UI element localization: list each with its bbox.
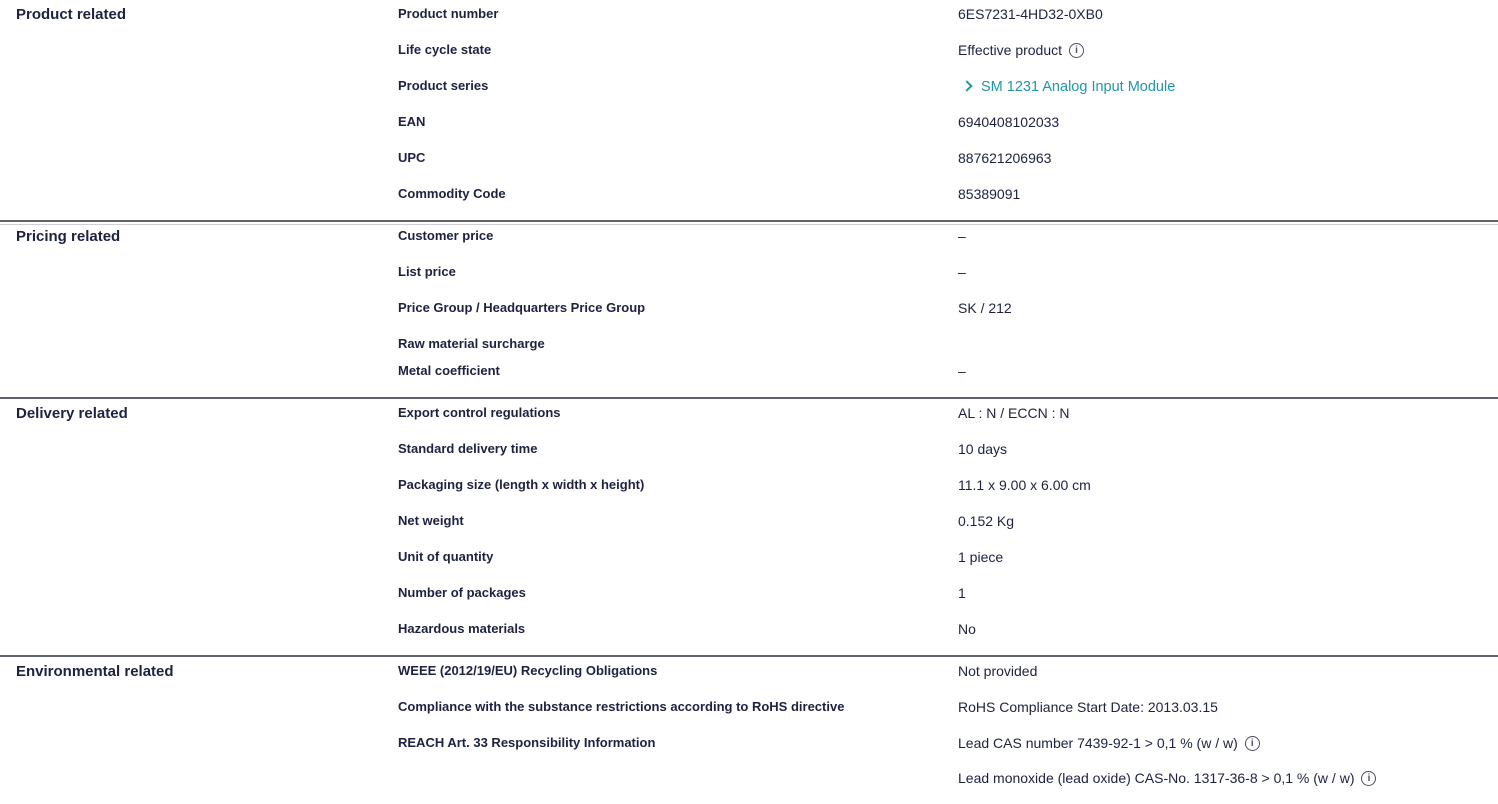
value-text: SK / 212 <box>958 300 1012 316</box>
table-row <box>398 148 1498 184</box>
row-value <box>958 403 1498 439</box>
table-row <box>398 697 1498 733</box>
table-row <box>398 547 1498 583</box>
row-label: Hazardous materials <box>398 621 526 636</box>
value-text: AL : N / ECCN : N <box>958 405 1070 421</box>
row-value <box>958 439 1498 475</box>
value-text: 11.1 x 9.00 x 6.00 cm <box>958 477 1091 493</box>
row-value <box>958 547 1498 583</box>
row-value <box>958 298 1498 334</box>
value-line <box>958 769 1498 804</box>
row-value <box>958 184 1498 220</box>
row-label: REACH Art. 33 Responsibility Information <box>398 735 656 750</box>
row-label: EAN <box>398 114 426 129</box>
table-row <box>398 226 1498 262</box>
row-value <box>958 583 1498 619</box>
value-text: RoHS Compliance Start Date: 2013.03.15 <box>958 699 1218 715</box>
row-value <box>958 475 1498 511</box>
row-value <box>958 697 1498 733</box>
row-label: Customer price <box>398 228 494 243</box>
table-row <box>398 733 1498 804</box>
value-text: – <box>958 363 966 379</box>
value-line <box>958 734 1498 769</box>
row-value <box>958 4 1498 40</box>
row-label: Product number <box>398 6 499 21</box>
row-label: Export control regulations <box>398 405 561 420</box>
value-line <box>958 299 1498 334</box>
datasheet-section <box>0 0 1498 222</box>
row-value <box>958 619 1498 655</box>
table-row <box>398 439 1498 475</box>
value-text: Lead monoxide (lead oxide) CAS-No. 1317-36-8 > 0,1 % (w / w) <box>958 770 1355 786</box>
value-line <box>958 185 1498 220</box>
product-series-link[interactable]: SM 1231 Analog Input Module <box>981 79 1176 95</box>
row-label: Packaging size (length x width x height) <box>398 477 645 492</box>
row-value <box>958 262 1498 298</box>
row-value <box>958 661 1498 697</box>
section-rows <box>398 226 1498 397</box>
info-icon[interactable]: i <box>1361 771 1376 786</box>
table-row <box>398 475 1498 511</box>
row-value <box>958 76 1498 112</box>
value-text: 10 days <box>958 441 1008 457</box>
row-label: Life cycle state <box>398 42 492 57</box>
datasheet-section <box>0 399 1498 657</box>
row-label: Standard delivery time <box>398 441 538 456</box>
value-text: 6940408102033 <box>958 114 1060 130</box>
section-rows <box>398 4 1498 220</box>
section-title: Delivery related <box>16 405 128 422</box>
value-text: – <box>958 264 966 280</box>
value-line <box>958 404 1498 439</box>
row-value <box>958 511 1498 547</box>
table-row <box>398 334 1498 361</box>
row-value <box>958 334 1498 335</box>
value-line <box>958 620 1498 655</box>
value-text: 1 <box>958 585 966 601</box>
table-row <box>398 298 1498 334</box>
row-label: Compliance with the substance restrictions according to RoHS directive <box>398 699 845 714</box>
datasheet-section <box>0 657 1498 804</box>
value-text: Lead CAS number 7439-92-1 > 0,1 % (w / w) <box>958 735 1238 751</box>
value-line <box>958 263 1498 298</box>
table-row <box>398 40 1498 76</box>
value-line <box>958 476 1498 511</box>
row-value <box>958 361 1498 397</box>
value-text: 6ES7231-4HD32-0XB0 <box>958 6 1103 22</box>
value-line <box>958 548 1498 583</box>
value-text: Not provided <box>958 663 1038 679</box>
row-value <box>958 40 1498 76</box>
value-line <box>958 440 1498 475</box>
table-row <box>398 583 1498 619</box>
table-row <box>398 403 1498 439</box>
value-line <box>958 149 1498 184</box>
value-line <box>958 512 1498 547</box>
value-text: – <box>958 228 966 244</box>
value-text: No <box>958 621 976 637</box>
row-value <box>958 112 1498 148</box>
table-row <box>398 112 1498 148</box>
row-value <box>958 226 1498 262</box>
value-line <box>958 77 1498 112</box>
row-label: Metal coefficient <box>398 363 500 378</box>
chevron-right-icon <box>961 80 972 91</box>
table-row <box>398 4 1498 40</box>
row-label: Number of packages <box>398 585 526 600</box>
table-row <box>398 184 1498 220</box>
value-line <box>958 362 1498 397</box>
value-text: 887621206963 <box>958 150 1052 166</box>
section-title: Pricing related <box>16 228 121 245</box>
info-icon[interactable]: i <box>1069 43 1084 58</box>
value-line <box>958 227 1498 262</box>
value-line <box>958 113 1498 148</box>
table-row <box>398 511 1498 547</box>
row-label: Unit of quantity <box>398 549 494 564</box>
row-value <box>958 733 1498 804</box>
value-text: 0.152 Kg <box>958 513 1015 529</box>
value-line <box>958 5 1498 40</box>
value-line <box>958 41 1498 76</box>
section-rows <box>398 661 1498 804</box>
section-title: Environmental related <box>16 663 174 680</box>
row-label: Price Group / Headquarters Price Group <box>398 300 646 315</box>
value-line <box>958 698 1498 733</box>
value-line <box>958 584 1498 619</box>
value-text: 85389091 <box>958 186 1021 202</box>
table-row <box>398 262 1498 298</box>
row-value <box>958 148 1498 184</box>
row-label: Commodity Code <box>398 186 506 201</box>
section-title: Product related <box>16 6 127 23</box>
row-label: UPC <box>398 150 426 165</box>
row-label: Product series <box>398 78 489 93</box>
section-rows <box>398 403 1498 655</box>
row-label: WEEE (2012/19/EU) Recycling Obligations <box>398 663 658 678</box>
datasheet-section <box>0 222 1498 399</box>
value-text: 1 piece <box>958 549 1004 565</box>
table-row <box>398 619 1498 655</box>
table-row <box>398 361 1498 397</box>
table-row <box>398 661 1498 697</box>
row-label: Raw material surcharge <box>398 336 545 351</box>
value-line <box>958 662 1498 697</box>
table-row <box>398 76 1498 112</box>
row-label: Net weight <box>398 513 464 528</box>
info-icon[interactable]: i <box>1245 736 1260 751</box>
value-text: Effective product <box>958 42 1063 58</box>
row-label: List price <box>398 264 456 279</box>
